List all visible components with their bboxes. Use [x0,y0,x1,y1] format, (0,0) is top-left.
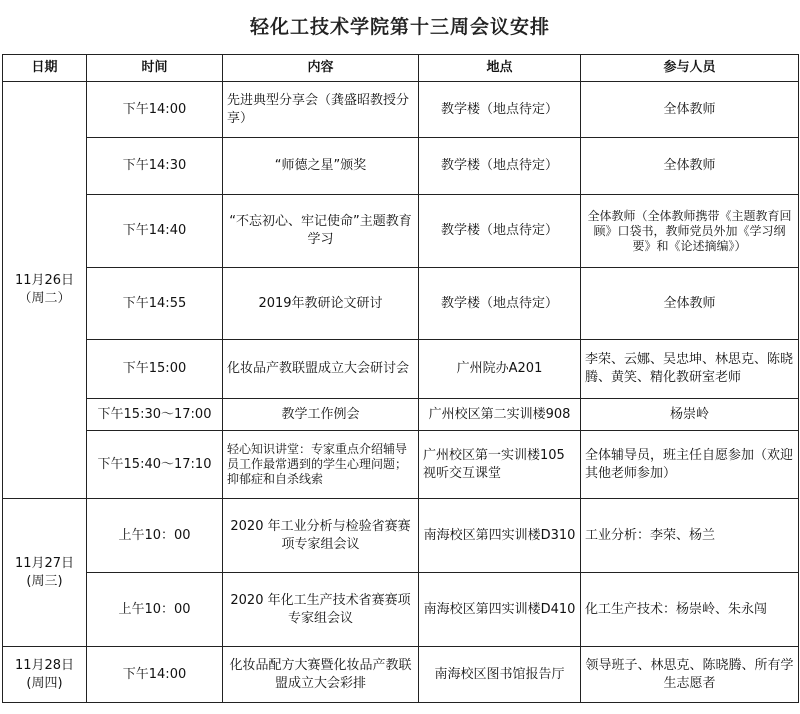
people-cell: 杨崇岭 [581,399,799,431]
time-cell: 下午14:55 [87,268,223,340]
date-label: 11月27日 [14,555,75,571]
content-cell: 化妆品配方大赛暨化妆品产教联盟成立大会彩排 [223,647,419,703]
weekday-label: (周三) [26,573,63,589]
place-cell: 南海校区第四实训楼D310 [419,499,581,573]
table-row [3,647,799,703]
table-row [3,195,799,268]
content-cell: 2019年教研论文研讨 [223,268,419,340]
time-cell: 下午14:30 [87,138,223,195]
content-cell: 2020 年化工生产技术省赛赛项专家组会议 [223,573,419,647]
time-cell: 下午14:00 [87,647,223,703]
time-cell: 下午15:40～17:10 [87,431,223,499]
table-row [3,573,799,647]
content-cell: “不忘初心、牢记使命”主题教育学习 [223,195,419,268]
time-cell: 上午10：00 [87,573,223,647]
header-time: 时间 [87,55,223,82]
header-place: 地点 [419,55,581,82]
people-cell: 全体教师 [581,138,799,195]
date-cell [3,499,87,647]
header-people: 参与人员 [581,55,799,82]
people-cell: 全体教师 [581,268,799,340]
time-cell: 下午14:00 [87,82,223,138]
weekday-label: (周四) [26,675,63,691]
people-cell: 工业分析：李荣、杨兰 [581,499,799,573]
content-cell: 化妆品产教联盟成立大会研讨会 [223,340,419,399]
time-cell: 下午15:30～17:00 [87,399,223,431]
place-cell: 南海校区图书馆报告厅 [419,647,581,703]
table-row [3,268,799,340]
content-cell: 2020 年工业分析与检验省赛赛项专家组会议 [223,499,419,573]
date-label: 11月28日 [14,657,75,673]
place-cell: 教学楼（地点待定） [419,195,581,268]
people-cell: 全体教师 [581,82,799,138]
header-content: 内容 [223,55,419,82]
time-cell: 下午14:40 [87,195,223,268]
content-cell: 教学工作例会 [223,399,419,431]
content-cell: 先进典型分享会（龚盛昭教授分享） [223,82,419,138]
table-row [3,399,799,431]
people-cell: 全体辅导员，班主任自愿参加（欢迎其他老师参加） [581,431,799,499]
place-cell: 广州校区第一实训楼105视听交互课堂 [419,431,581,499]
time-cell: 上午10：00 [87,499,223,573]
place-cell: 教学楼（地点待定） [419,138,581,195]
date-label: 11月26日 [14,273,75,288]
table-row [3,431,799,499]
schedule-table [2,54,799,703]
people-cell: 化工生产技术：杨崇岭、朱永闯 [581,573,799,647]
page-title: 轻化工技术学院第十三周会议安排 [249,16,550,38]
table-row [3,340,799,399]
table-row [3,82,799,138]
place-cell: 教学楼（地点待定） [419,82,581,138]
date-cell [3,647,87,703]
date-cell [3,82,87,499]
people-cell: 领导班子、林思克、陈晓腾、所有学生志愿者 [581,647,799,703]
header-row [3,55,799,82]
place-cell: 南海校区第四实训楼D410 [419,573,581,647]
place-cell: 广州校区第二实训楼908 [419,399,581,431]
people-cell: 全体教师（全体教师携带《主题教育回顾》口袋书，教师党员外加《学习纲要》和《论述摘编》） [581,195,799,268]
content-cell: 轻心知识讲堂：专家重点介绍辅导员工作最常遇到的学生心理问题；抑郁症和自杀线索 [223,431,419,499]
time-cell: 下午15:00 [87,340,223,399]
table-row [3,499,799,573]
place-cell: 广州院办A201 [419,340,581,399]
content-cell: “师德之星”颁奖 [223,138,419,195]
header-date: 日期 [3,55,87,82]
table-row [3,138,799,195]
people-cell: 李荣、云娜、吴忠坤、林思克、陈晓腾、黄笑、精化教研室老师 [581,340,799,399]
weekday-label: （周二） [18,291,71,306]
place-cell: 教学楼（地点待定） [419,268,581,340]
